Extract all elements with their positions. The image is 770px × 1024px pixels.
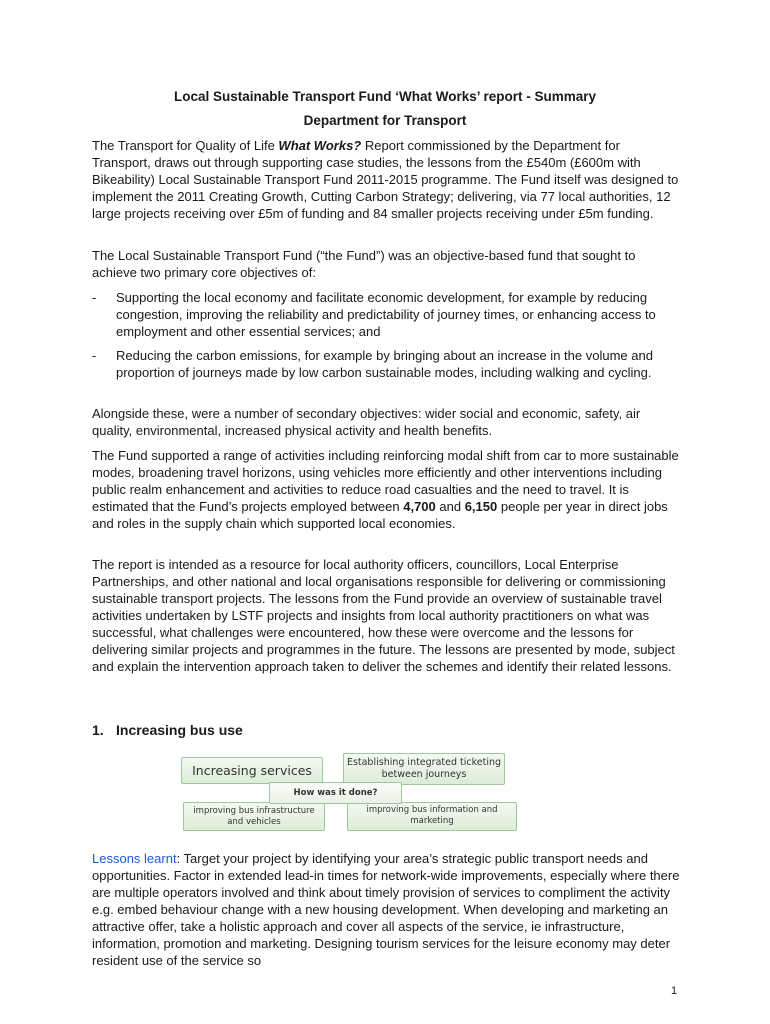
diagram-center-how-done: How was it done? [269,782,402,804]
lessons-paragraph: Lessons learnt: Target your project by identifying your area’s strategic public transport needs and opportunities. Factor in extended lead-in times for network-wide improvements, especially where there are multiple operators involved and think about timely provision of services to compliment the activity e.g. embed behaviour change with a new housing development. When developing and marketing an attractive offer, take a holistic approach and cover all aspects of the service, ie infrastructure, information, promotion and marketing. Designing tourism services for the leisure economy may deter resident use of the service so [92,851,680,968]
page-number: 1 [671,985,678,997]
intro-paragraph: The Transport for Quality of Life What Works? Report commissioned by the Department for Transport, draws out through supporting case studies, the lessons from the £540m (£600m with Bikeability) Local Sustainable Transport Fund 2011-2015 programme. The Fund itself was designed to implement the 2011 Creating Growth, Cutting Carbon Strategy; delivering, via 77 local authorities, 12 large projects receiving over £5m of funding and 84 smaller projects receiving under £5m funding. [92,138,679,221]
document-title: Local Sustainable Transport Fund ‘What Works’ report - Summary [173,89,597,104]
activities-paragraph: The Fund supported a range of activities including reinforcing modal shift from car to more sustainable modes, broadening travel horizons, using vehicles more efficiently and other interventions including public realm enhancement and activities to reduce road casualties and the need to travel. It is estimated that the Fund’s projects employed between 4,700 and 6,150 people per year in direct jobs and roles in the supply chain which supported local economies. [92,448,679,531]
secondary-objectives-paragraph: Alongside these, were a number of secondary objectives: wider social and economic, safety, air quality, environmental, increased physical activity and health benefits. [92,406,641,438]
diagram-box-integrated-ticketing: Establishing integrated ticketing between journeys [343,753,505,785]
jobs-min-figure: 4,700 [403,499,436,514]
diagram-box-bus-information: improving bus information and marketing [347,802,517,831]
purpose-paragraph: The report is intended as a resource for local authority officers, councillors, Local Enterprise Partnerships, and other national and local organisations responsible for delivering or commissioning sustainable transport projects. The lessons from the Fund provide an overview of sustainable travel activities undertaken by LSTF projects and insights from local authority practitioners on what was successful, what challenges were encountered, how these were overcome and the lessons for delivering similar projects and programmes in the future. The lessons are presented by mode, subject and explain the intervention approach taken to deliver the schemes and identify their related lessons. [92,557,675,674]
section-heading: 1. Increasing bus use [92,722,243,738]
report-name: What Works? [278,138,362,153]
document-page: Local Sustainable Transport Fund ‘What Works’ report - Summary Department for Transport The Transport for Quality of Life What Works? Report commissioned by the Department for Transport, draws out through supporting case studies, the lessons from the £540m (£600m with Bikeability) Local Sustainable Transport Fund 2011-2015 programme. The Fund itself was designed to implement the 2011 Creating Growth, Cutting Carbon Strategy; delivering, via 77 local authorities, 12 large projects receiving over £5m of funding and 84 smaller projects receiving under £5m funding. The Local Sustainable Transport Fund (“the Fund”) was an objective-based fund that sought to achieve two primary core objectives of: - Supporting the local economy and facilitate economic development, for example by reducing congestion, improving the reliability and predictability of journey times, or enhancing access to employment and other essential services; and - Reducing the carbon emissions, for example by bringing about an increase in the volume and proportion of journeys made by low carbon sustainable modes, including walking and cycling. Alongside these, were a number of secondary objectives: wider social and economic, safety, air quality, environmental, increased physical activity and health benefits. The Fund supported a range of activities including reinforcing modal shift from car to more sustainable modes, broadening travel horizons, using vehicles more efficiently and other interventions including public realm enhancement and activities to reduce road casualties and the need to travel. It is estimated that the Fund’s projects employed between 4,700 and 6,150 people per year in direct jobs and roles in the supply chain which supported local economies. The report is intended as a resource for local authority officers, councillors, Local Enterprise Partnerships, and other national and local organisations responsible for delivering or commissioning sustainable transport projects. The lessons from the Fund provide an overview of sustainable travel activities undertaken by LSTF projects and insights from local authority practitioners on what was successful, what challenges were encountered, how these were overcome and the lessons for delivering similar projects and programmes in the future. The lessons are presented by mode, subject and explain the intervention approach taken to deliver the schemes and identify their related lessons. 1. Increasing bus use Increasing services Establishing integrated ticketing between journeys improving bus infrastructure and vehicles improving bus information and marketing How was it done? Lessons learnt: Target your project by identifying your area’s strategic public transport needs and opportunities. Factor in extended lead-in times for network-wide improvements, especially where there are multiple operators involved and think about timely provision of services to compliment the activity e.g. embed behaviour change with a new housing development. When developing and marketing an attractive offer, take a holistic approach and cover all aspects of the service, ie infrastructure, information, promotion and marketing. Designing tourism services for the leisure economy may deter resident use of the service so 1 [0,0,770,1024]
diagram-box-increasing-services: Increasing services [181,757,323,784]
document-subtitle: Department for Transport [303,113,467,128]
lessons-label: Lessons learnt [92,851,177,866]
jobs-max-figure: 6,150 [464,499,498,514]
diagram-box-bus-infrastructure: improving bus infrastructure and vehicles [183,802,325,831]
objectives-paragraph: The Local Sustainable Transport Fund (“the Fund”) was an objective-based fund that sought to achieve two primary core objectives of: [92,248,636,280]
